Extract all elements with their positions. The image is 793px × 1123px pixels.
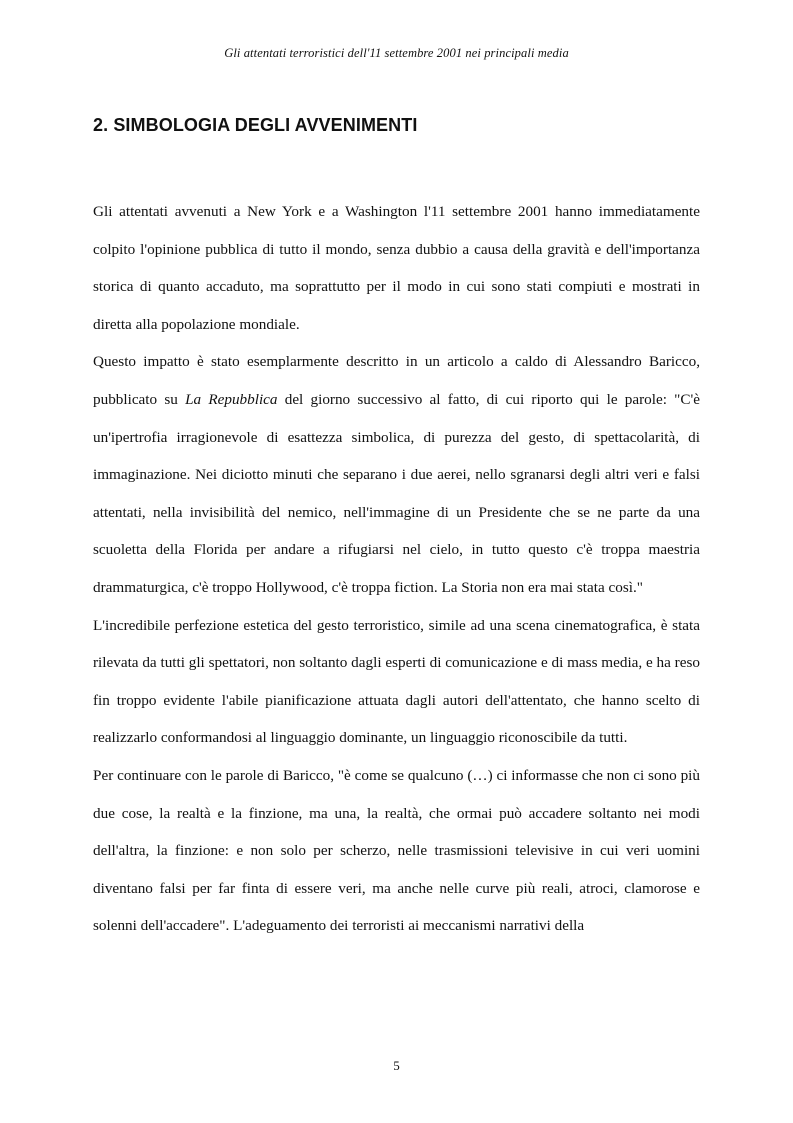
running-header: Gli attentati terroristici dell'11 settembre 2001 nei principali media	[224, 46, 569, 60]
paragraph-2-text-start: Questo impatto è stato esemplarmente descritto in un articolo a caldo di Alessandro Baricco, pubblicato su	[93, 353, 700, 408]
paragraph-4: Per continuare con le parole di Baricco, "è come se qualcuno (…) ci informasse che non ci sono più due cose, la realtà e la finzione, ma una, la realtà, che ormai può accadere soltanto nei modi dell'altra, la finzione: e non solo per scherzo, nelle trasmissioni televisive in cui veri uomini diventano falsi per far finta di essere veri, ma anche nelle curve più reali, atroci, clamorose e solenni dell'accadere". L'adeguamento dei terroristi ai meccanismi narrativi della	[93, 766, 700, 935]
paragraph-3: L'incredibile perfezione estetica del gesto terroristico, simile ad una scena cinematografica, è stata rilevata da tutti gli spettatori, non soltanto dagli esperti di comunicazione e di mass media, e ha reso fin troppo evidente l'abile pianificazione attuata dagli autori dell'attentato, che hanno scelto di realizzarlo conformandosi al linguaggio dominante, un linguaggio riconoscibile da tutti.	[93, 616, 700, 747]
paragraph-2	[93, 343, 700, 606]
page-number: 5	[393, 1058, 400, 1073]
newspaper-title: La Repubblica	[185, 390, 278, 408]
paragraph-2-text-end: del giorno successivo al fatto, di cui riporto qui le parole: "C'è un'ipertrofia irragionevole di esattezza simbolica, di purezza del gesto, di spettacolarità, di immaginazione. Nei diciotto minuti che separano i due aerei, nello sgranarsi degli altri veri e falsi attentati, nella invisibilità del nemico, nell'immagine di un Presidente che se ne parte da una scuoletta della Florida per andare a rifugiarsi nel cielo, in tutto questo c'è troppa maestria drammaturgica, c'è troppo Hollywood, c'è troppa fiction. La Storia non era mai stata così."	[93, 390, 700, 596]
body-text	[93, 193, 700, 945]
paragraph-1: Gli attentati avvenuti a New York e a Washington l'11 settembre 2001 hanno immediatamente colpito l'opinione pubblica di tutto il mondo, senza dubbio a causa della gravità e dell'importanza storica di quanto accaduto, ma soprattutto per il modo in cui sono stati compiuti e mostrati in diretta alla popolazione mondiale.	[93, 203, 700, 333]
section-title: 2. SIMBOLOGIA DEGLI AVVENIMENTI	[93, 115, 418, 135]
